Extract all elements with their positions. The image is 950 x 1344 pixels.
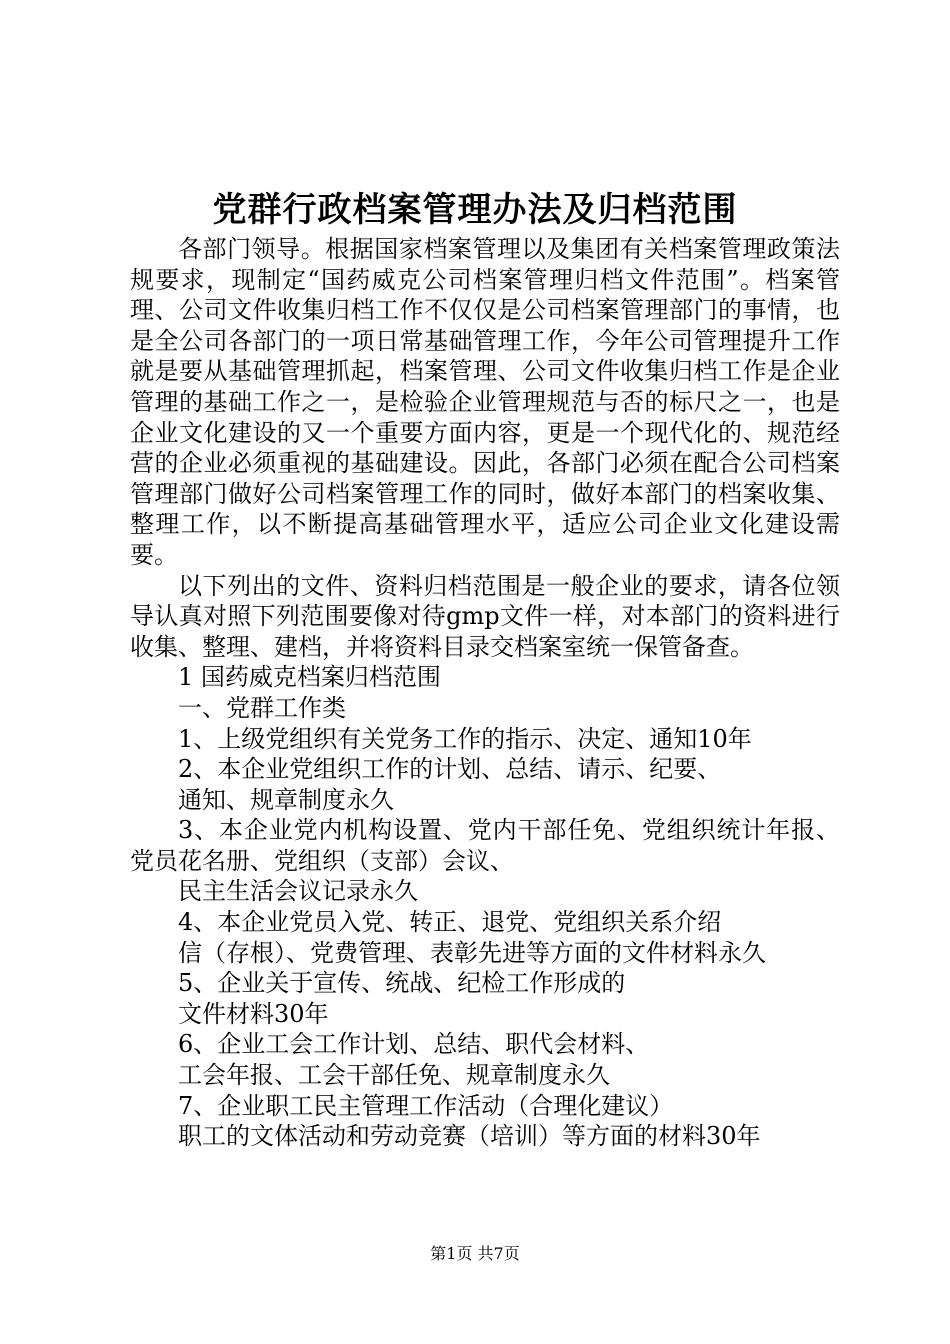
intro-paragraph: 各部门领导。根据国家档案管理以及集团有关档案管理政策法规要求，现制定“国药威克公司档案管理归档文件范围”。档案管理、公司文件收集归档工作不仅仅是公司档案管理部门的事情，也是全公司各部门的一项日常基础管理工作，今年公司管理提升工作就是要从基础管理抓起，档案管理、公司文件收集归档工作是企业管理的基础工作之一，是检验企业管理规范与否的标尺之一，也是企业文化建设的又一个重要方面内容，更是一个现代化的、规范经营的企业必须重视的基础建设。因此，各部门必须在配合公司档案管理部门做好公司档案管理工作的同时，做好本部门的档案收集、整理工作，以不断提高基础管理水平，适应公司企业文化建设需要。 [130,235,840,569]
list-item: 职工的文体活动和劳动竞赛（培训）等方面的材料30年 [178,1122,761,1151]
document-body [130,234,840,1152]
list-item: 民主生活会议记录永久 [178,877,418,906]
list-item: 信（存根）、党费管理、表彰先进等方面的文件材料永久 [178,938,766,967]
scope-paragraph: 以下列出的文件、资料归档范围是一般企业的要求，请各位领导认真对照下列范围要像对待gmp文件一样，对本部门的资料进行收集、整理、建档，并将资料目录交档案室统一保管备查。 [130,571,840,661]
page-title: 党群行政档案管理办法及归档范围 [212,190,738,230]
list-item: 文件材料30年 [178,999,329,1028]
list-item: 4、本企业党员入党、转正、退党、党组织关系介绍 [178,908,722,937]
category-title: 一、党群工作类 [178,693,346,722]
list-item: 5、企业关于宣传、统战、纪检工作形成的 [178,969,626,998]
list-item: 通知、规章制度永久 [178,785,394,814]
list-item: 1、上级党组织有关党务工作的指示、决定、通知10年 [178,724,752,753]
list-item: 2、本企业党组织工作的计划、总结、请示、纪要、 [178,755,722,784]
list-item: 7、企业职工民主管理工作活动（合理化建议） [178,1091,674,1120]
section-title: 1 国药威克档案归档范围 [178,663,441,692]
page-number: 第1页 共7页 [430,1244,520,1263]
list-item: 3、本企业党内机构设置、党内干部任免、党组织统计年报、党员花名册、党组织（支部）会议、 [130,816,840,875]
list-item: 工会年报、工会干部任免、规章制度永久 [178,1061,610,1090]
list-item: 6、企业工会工作计划、总结、职代会材料、 [178,1030,650,1059]
